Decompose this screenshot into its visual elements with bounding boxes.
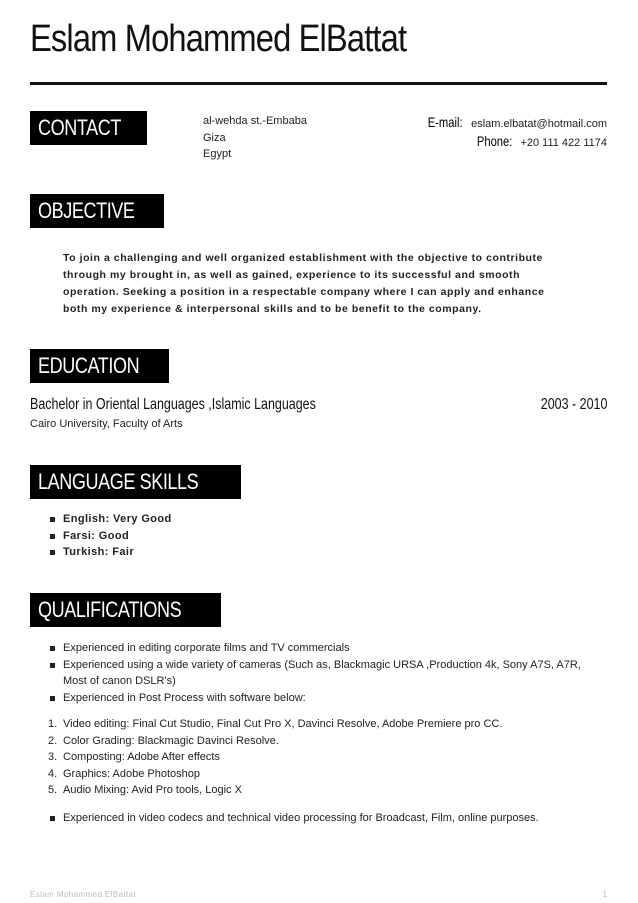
header-divider bbox=[30, 82, 607, 85]
list-item: Experienced in Post Process with software below: bbox=[50, 690, 600, 707]
list-item: 3. Composting: Adobe After effects bbox=[48, 751, 220, 763]
list-item: Experienced in editing corporate films and TV commercials bbox=[50, 640, 600, 657]
address-line: Giza bbox=[203, 131, 226, 144]
education-degree: Bachelor in Oriental Languages ,Islamic Languages bbox=[30, 396, 316, 413]
list-item: Turkish: Fair bbox=[50, 544, 172, 561]
address-line: Egypt bbox=[203, 148, 232, 160]
phone-label: Phone: bbox=[476, 133, 512, 149]
email-label: E-mail: bbox=[427, 114, 463, 130]
email-value[interactable]: eslam.elbatat@hotmail.com bbox=[471, 118, 607, 130]
phone-value[interactable]: +20 111 422 1174 bbox=[520, 137, 607, 149]
section-header-language-skills: LANGUAGE SKILLS bbox=[30, 465, 241, 499]
section-header-qualifications: QUALIFICATIONS bbox=[30, 593, 221, 627]
qualification-list-final bbox=[50, 810, 600, 827]
section-header-objective: OBJECTIVE bbox=[30, 194, 164, 228]
language-list bbox=[50, 511, 172, 561]
footer-name: Eslam Mohammed ElBattat bbox=[30, 890, 137, 899]
list-item: 2. Color Grading: Blackmagic Davinci Resolve. bbox=[48, 734, 279, 747]
software-list bbox=[48, 716, 502, 799]
list-item: 5. Audio Mixing: Avid Pro tools, Logic X bbox=[48, 784, 242, 796]
section-header-contact: CONTACT bbox=[30, 111, 147, 145]
list-item: 1. Video editing: Final Cut Studio, Final Cut Pro X, Davinci Resolve, Adobe Premiere pro CC. bbox=[48, 718, 503, 730]
qualification-list bbox=[50, 640, 600, 706]
list-item: 4. Graphics: Adobe Photoshop bbox=[48, 767, 200, 780]
resume-name: Eslam Mohammed ElBattat bbox=[30, 18, 407, 60]
page-number: 1 bbox=[602, 890, 607, 899]
education-institution: Cairo University, Faculty of Arts bbox=[30, 418, 183, 430]
education-years: 2003 - 2010 bbox=[540, 396, 607, 413]
section-header-education: EDUCATION bbox=[30, 349, 169, 383]
list-item: Experienced in video codecs and technical video processing for Broadcast, Film, online purposes. bbox=[50, 810, 600, 827]
list-item: Farsi: Good bbox=[50, 528, 172, 545]
contact-address bbox=[203, 113, 307, 163]
address-line: al-wehda st.-Embaba bbox=[203, 115, 307, 127]
list-item: Experienced using a wide variety of cameras (Such as, Blackmagic URSA ,Production 4k, Sony A7S, A7R, Most of canon DSLR's) bbox=[50, 657, 600, 690]
contact-details bbox=[419, 113, 607, 151]
objective-text: To join a challenging and well organized establishment with the objective to contribute through my brought in, as well as gained, experience to its successful and smooth operation. Seeking a position in a respectable company where I can apply and enhance both my experience & interpersonal skills and to be benefit to the company. bbox=[63, 252, 545, 315]
list-item: English: Very Good bbox=[50, 511, 172, 528]
